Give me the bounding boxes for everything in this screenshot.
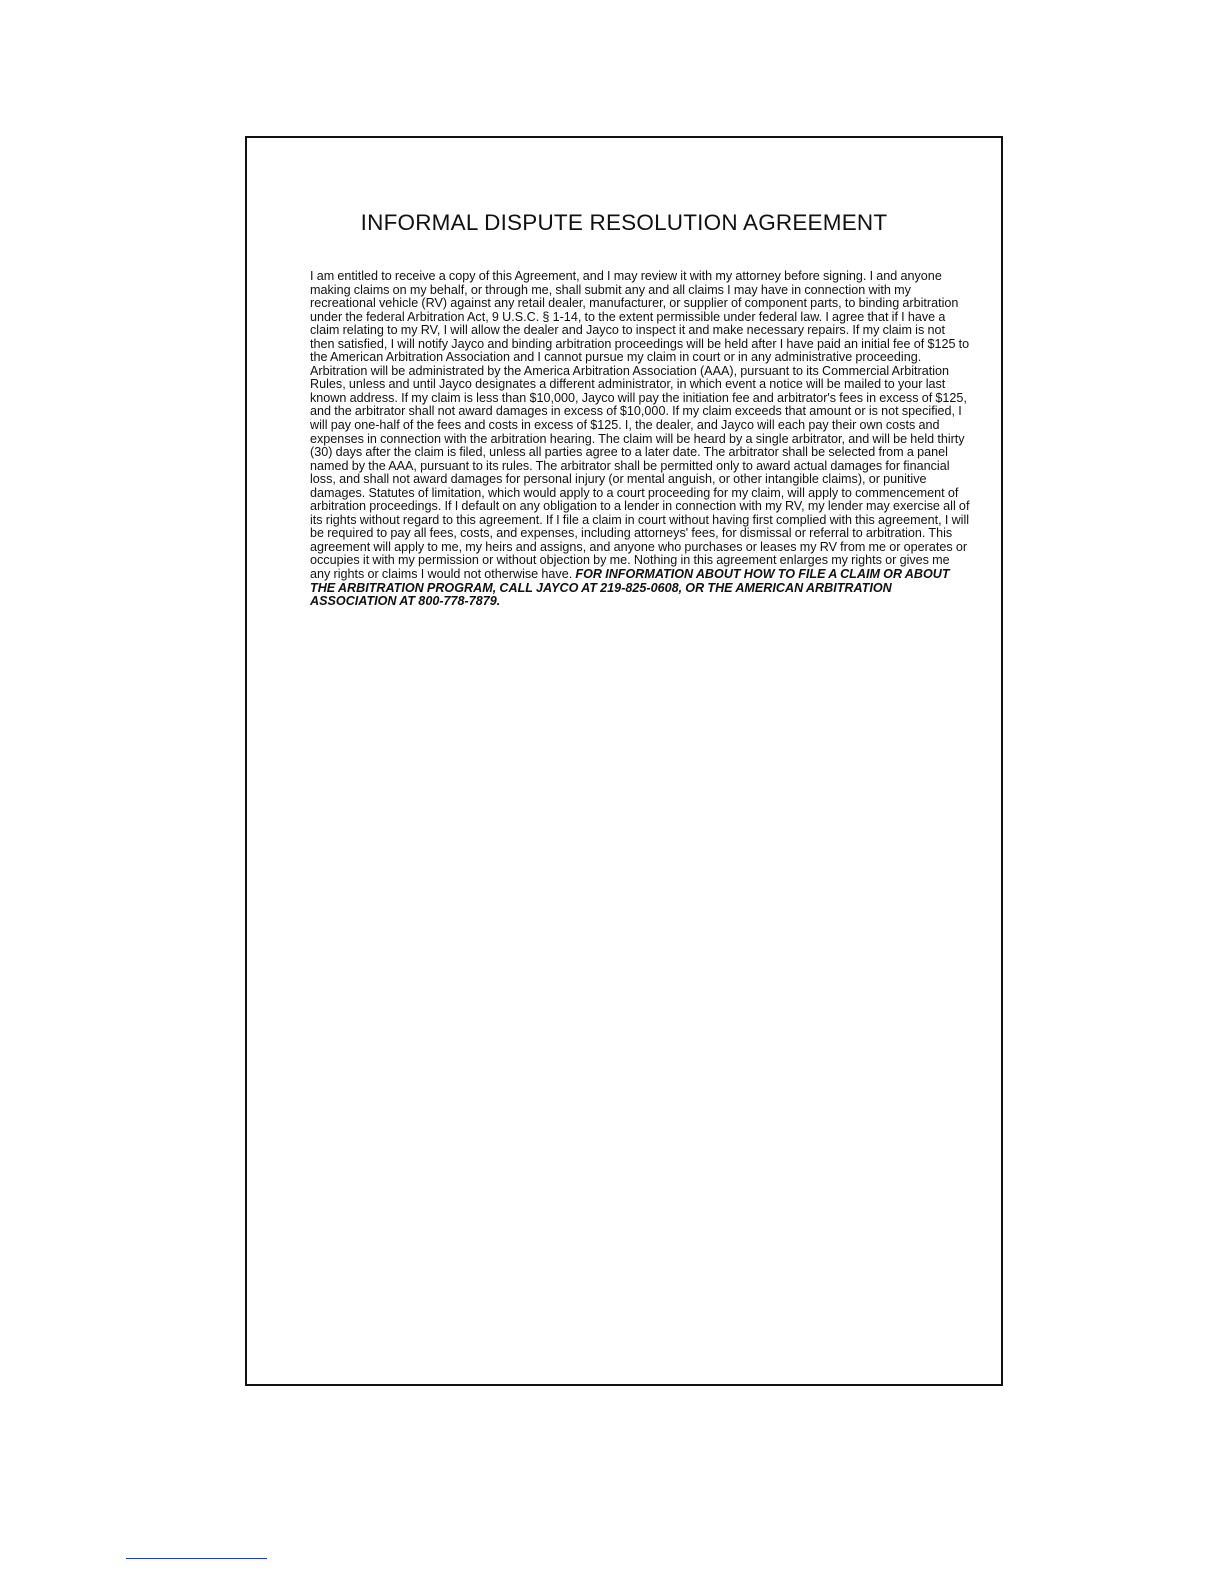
document-title: INFORMAL DISPUTE RESOLUTION AGREEMENT [360,210,888,235]
contact-callout: FOR INFORMATION ABOUT HOW TO FILE A CLAIM OR ABOUT THE ARBITRATION PROGRAM, CALL JAYCO AT 219-825-0608, OR THE AMERICAN ARBITRATION ASSOCIATION AT 800-778-7879. [310,567,950,609]
footnote-divider [126,1558,267,1559]
document-frame [245,136,1003,1386]
agreement-body [310,270,970,609]
agreement-text: I am entitled to receive a copy of this Agreement, and I may review it with my attorney before signing. I and anyone making claims on my behalf, or through me, shall submit any and all claims I may have in connection with my recreational vehicle (RV) against any retail dealer, manufacturer, or supplier of component parts, to binding arbitration under the federal Arbitration Act, 9 U.S.C. § 1-14, to the extent permissible under federal law. I agree that if I have a claim relating to my RV, I will allow the dealer and Jayco to inspect it and make necessary repairs. If my claim is not then satisfied, I will notify Jayco and binding arbitration proceedings will be held after I have paid an initial fee of $125 to the American Arbitration Association and I cannot pursue my claim in court or in any administrative proceeding. Arbitration will be administrated by the America Arbitration Association (AAA), pursuant to its Commercial Arbitration Rules, unless and until Jayco designates a different administrator, in which event a notice will be mailed to your last known address. If my claim is less than $10,000, Jayco will pay the initiation fee and arbitrator's fees in excess of $125, and the arbitrator shall not award damages in excess of $10,000. If my claim exceeds that amount or is not specified, I will pay one-half of the fees and costs in excess of $125. I, the dealer, and Jayco will each pay their own costs and expenses in connection with the arbitration hearing. The claim will be heard by a single arbitrator, and will be held thirty (30) days after the claim is filed, unless all parties agree to a later date. The arbitrator shall be selected from a panel named by the AAA, pursuant to its rules. The arbitrator shall be permitted only to award actual damages for financial loss, and shall not award damages for personal injury (or mental anguish, or other intangible claims), or punitive damages. Statutes of limitation, which would apply to a court proceeding for my claim, will apply to commencement of arbitration proceedings. If I default on any obligation to a lender in connection with my RV, my lender may exercise all of its rights without regard to this agreement. If I file a claim in court without having first complied with this agreement, I will be required to pay all fees, costs, and expenses, including attorneys' fees, for dismissal or referral to arbitration. This agreement will apply to me, my heirs and assigns, and anyone who purchases or leases my RV from me or operates or occupies it with my permission or without objection by me. Nothing in this agreement enlarges my rights or gives me any rights or claims I would not otherwise have. [310,269,970,582]
